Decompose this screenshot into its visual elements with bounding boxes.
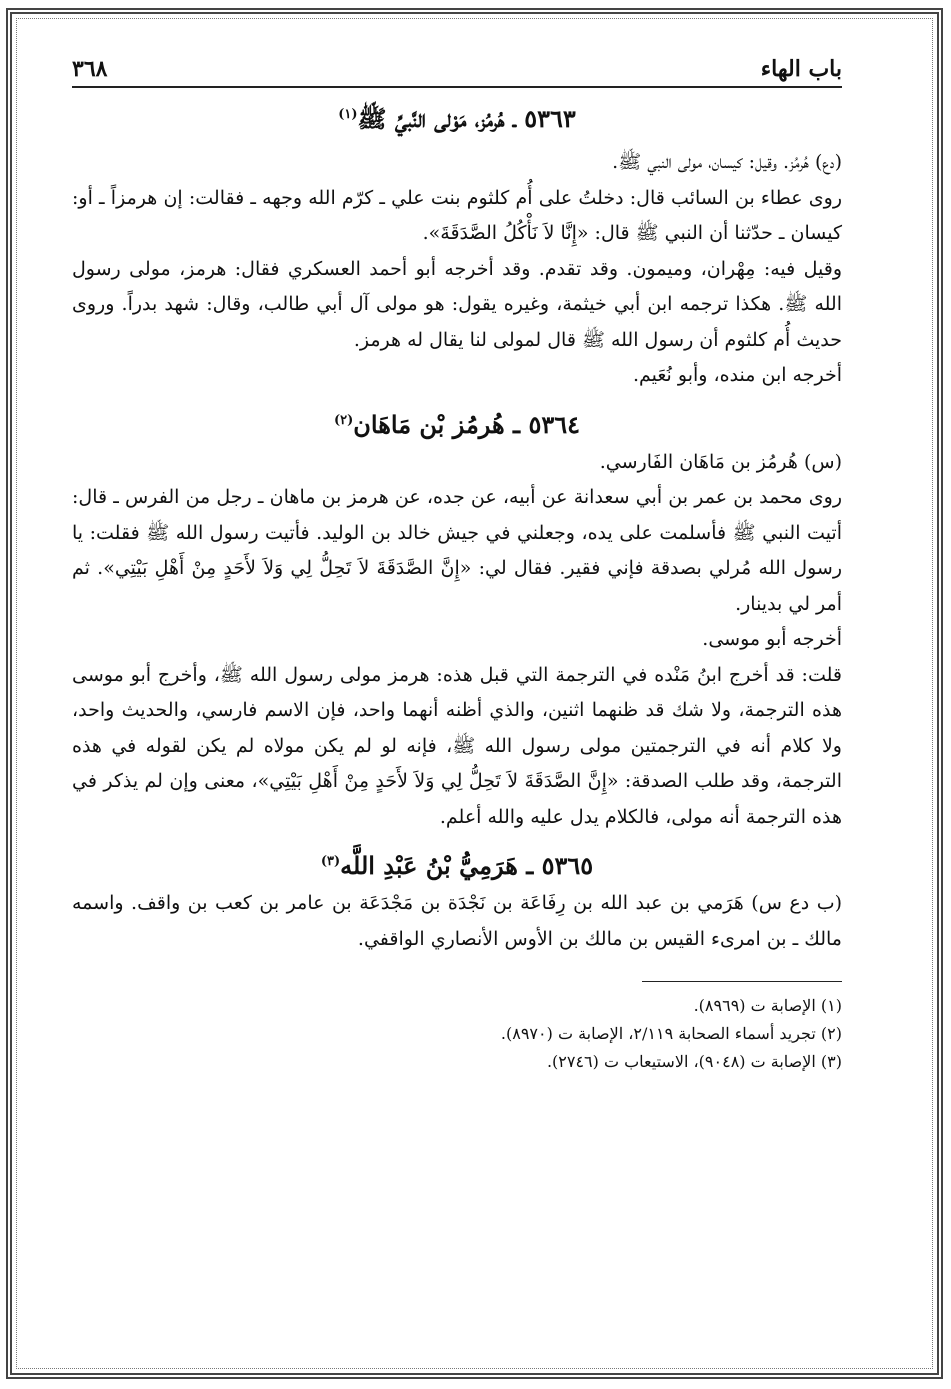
entry-5364 xyxy=(72,410,842,836)
entry-paragraph: قلت: قد أخرج ابنُ مَنْده في الترجمة التي قبل هذه: هرمز مولى رسول الله ﷺ، وأخرج أبو موسى هذه الترجمة، ولا شك قد ظنهما اثنين، والذي أظنه أنهما واحد، فإن الاسم فارسي، والحديث واحد، ولا كلام أنه في الترجمتين مولى رسول الله ﷺ، فإنه لو لم يكن مولاه لم يكن لقوله في هذه الترجمة، وقد طلب الصدقة: «إِنَّ الصَّدَقَةَ لاَ تَحِلُّ لِي وَلاَ لأَحَدٍ مِنْ أَهْلِ بَيْتِي»، معنى وإن لم يذكر في هذه الترجمة أنه مولى، فالكلام يدل عليه والله أعلم. xyxy=(72,663,842,828)
entry-paragraph: (س) هُرمُز بن مَاهَان الفَارسي. xyxy=(599,450,842,473)
entry-paragraph: أخرجه ابن منده، وأبو نُعَيم. xyxy=(632,364,842,386)
entry-title: ٥٣٦٥ ـ هَرَمِيُّ بْنُ عَبْدِ اللَّه$^{(٣)}$ xyxy=(320,851,594,880)
entry-paragraph: روى محمد بن عمر بن أبي سعدانة عن أبيه، عن جده، عن هرمز بن ماهان ـ رجل من الفرس ـ قال: أتيت النبي ﷺ فأسلمت على يده، وجعلني في جيش خالد بن الوليد. فأتيت رسول الله ﷺ فقلت: يا رسول الله مُرلي بصدقة فإني فقير. فقال لي: «إِنَّ الصَّدَقَةَ لاَ تَحِلُّ لِي وَلاَ لأَحَدٍ مِنْ أَهْلِ بَيْتِي». ثم أمر لي بدينار. xyxy=(72,486,842,615)
entry-paragraph: (ب دع س) هَرَمي بن عبد الله بن رِفَاعَة بن نَجْدَة بن مَجْدَعَة بن عامر بن كعب بن واقف. واسمه مالك ـ بن امرىء القيس بن مالك بن الأوس الأنصاري الواقفي. xyxy=(72,892,842,950)
footnote: (١) الإصابة ت (٨٩٦٩). xyxy=(693,996,842,1015)
page-body xyxy=(72,56,842,1076)
footnote-ref: (١) xyxy=(338,107,358,122)
entry-title: ٥٣٦٤ ـ هُرمُز بْن مَاهَان$^{(٢)}$ xyxy=(333,409,581,439)
page-number: ٣٦٨ xyxy=(72,56,108,82)
footnote: (٢) تجريد أسماء الصحابة ٢/١١٩، الإصابة ت (٨٩٧٠). xyxy=(500,1024,842,1043)
entry-paragraph: روى عطاء بن السائب قال: دخلتُ على أُم كلثوم بنت علي ـ كرّم الله وجهه ـ فقالت: إن هرمزاً ـ أو: كيسان ـ حدّثنا أن النبي ﷺ قال: «إِنَّا لاَ نَأْكُلُ الصَّدَقَةَ». xyxy=(72,186,842,244)
entry-5363 xyxy=(72,104,842,394)
entry-paragraph: وقيل فيه: مِهْران، وميمون. وقد تقدم. وقد أخرجه أبو أحمد العسكري فقال: هرمز، مولى رسول الله ﷺ. هكذا ترجمه ابن أبي خيثمة، وغيره يقول: هو مولى آل أبي طالب، وقال: شهد بدراً. وروى حديث أُم كلثوم أن رسول الله ﷺ قال لمولى لنا يقال له هرمز. xyxy=(72,257,842,351)
entry-title: ٥٣٦٣ ـ هُرمُز، مَوْلى النَّبيِّ ﷺ$^{(١)}$ xyxy=(338,104,576,133)
entry-paragraph: أخرجه أبو موسى. xyxy=(702,628,842,650)
chapter-title: باب الهاء xyxy=(760,56,842,82)
entry-5365 xyxy=(72,851,842,957)
footnote: (٣) الإصابة ت (٩٠٤٨)، الاستيعاب ت (٢٧٤٦). xyxy=(546,1052,842,1071)
footnote-divider xyxy=(642,981,842,982)
entry-paragraph: (دع) هُرمُز. وقيل: كيسان، مولى النبي ﷺ. xyxy=(612,151,842,173)
footnote-ref: (٣) xyxy=(320,854,341,869)
footnote-ref: (٢) xyxy=(333,412,354,428)
footnotes xyxy=(72,992,842,1076)
running-head xyxy=(72,56,842,88)
